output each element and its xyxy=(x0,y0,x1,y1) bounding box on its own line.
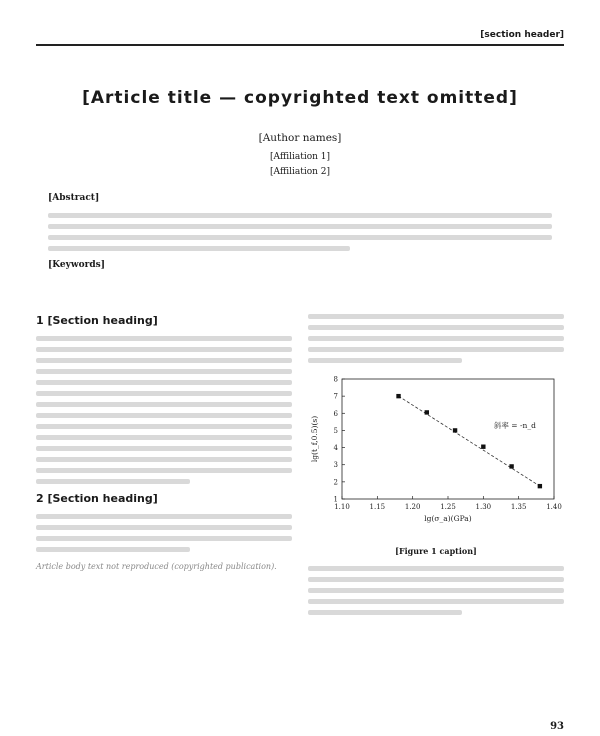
y-tick-label: 1 xyxy=(333,495,338,504)
x-tick-label: 1.30 xyxy=(475,503,492,511)
x-tick-label: 1.15 xyxy=(369,503,386,511)
y-axis-label: lg(t_f,0.5)(s) xyxy=(310,415,319,463)
y-tick-label: 4 xyxy=(333,444,338,453)
data-point xyxy=(425,410,429,414)
data-point xyxy=(396,394,400,398)
text-placeholder xyxy=(308,314,564,319)
text-placeholder xyxy=(308,358,462,363)
text-placeholder xyxy=(36,424,292,429)
x-tick-label: 1.40 xyxy=(546,503,562,511)
keywords-label: [Keywords] xyxy=(48,260,105,270)
text-placeholder xyxy=(308,588,564,593)
text-placeholder xyxy=(36,391,292,396)
text-placeholder xyxy=(36,547,190,552)
x-tick-label: 1.35 xyxy=(510,503,527,511)
text-placeholder xyxy=(308,336,564,341)
left-text-placeholder xyxy=(36,336,292,484)
y-tick-label: 5 xyxy=(333,426,338,435)
affiliation-1: [Affiliation 1] xyxy=(269,152,331,162)
section-tag: [section header] xyxy=(480,30,564,40)
text-placeholder xyxy=(36,479,190,484)
lifetime-stress-chart xyxy=(308,371,564,531)
running-header xyxy=(36,30,564,46)
x-tick-label: 1.20 xyxy=(404,503,421,511)
section-heading-1: 1 [Section heading] xyxy=(36,314,158,327)
y-tick-label: 3 xyxy=(333,461,338,470)
left-column xyxy=(36,308,292,716)
text-placeholder xyxy=(36,457,292,462)
section-heading-2: 2 [Section heading] xyxy=(36,492,158,505)
title-block xyxy=(36,88,564,180)
text-placeholder xyxy=(308,577,564,582)
text-placeholder xyxy=(36,536,292,541)
right-column xyxy=(308,308,564,716)
y-tick-label: 2 xyxy=(333,478,338,487)
plot-frame xyxy=(342,379,554,499)
text-placeholder xyxy=(308,347,564,352)
abstract-block xyxy=(48,190,552,274)
left-text-placeholder-2 xyxy=(36,514,292,552)
text-placeholder xyxy=(36,446,292,451)
text-placeholder xyxy=(36,413,292,418)
omission-note: Article body text not reproduced (copyrighted publication). xyxy=(36,562,277,571)
data-point xyxy=(509,464,513,468)
text-placeholder xyxy=(308,566,564,571)
x-tick-label: 1.10 xyxy=(334,503,350,511)
abstract-label: [Abstract] xyxy=(48,193,100,203)
text-placeholder xyxy=(36,468,292,473)
text-placeholder xyxy=(36,358,292,363)
data-point xyxy=(481,445,485,449)
x-tick-label: 1.25 xyxy=(440,503,456,511)
text-placeholder xyxy=(308,610,462,615)
author-line: [Author names] xyxy=(258,132,342,144)
text-placeholder xyxy=(36,435,292,440)
y-tick-label: 7 xyxy=(333,392,338,401)
text-placeholder xyxy=(48,224,552,229)
data-point xyxy=(453,428,457,432)
article-title: [Article title — copyrighted text omitted] xyxy=(82,88,518,108)
text-placeholder xyxy=(36,347,292,352)
page-number: 93 xyxy=(550,721,564,732)
text-placeholder xyxy=(308,599,564,604)
y-tick-label: 8 xyxy=(333,375,338,384)
affiliation-2: [Affiliation 2] xyxy=(269,167,331,177)
text-placeholder xyxy=(36,380,292,385)
text-placeholder xyxy=(36,402,292,407)
y-tick-label: 6 xyxy=(333,409,338,418)
figure-caption: [Figure 1 caption] xyxy=(395,546,477,556)
right-text-placeholder-bottom xyxy=(308,566,564,615)
body-columns xyxy=(36,308,564,716)
figure-1 xyxy=(308,371,564,560)
text-placeholder xyxy=(48,213,552,218)
text-placeholder xyxy=(48,235,552,240)
text-placeholder xyxy=(48,246,350,251)
right-text-placeholder-top xyxy=(308,314,564,363)
text-placeholder xyxy=(308,325,564,330)
data-point xyxy=(538,484,542,488)
text-placeholder xyxy=(36,336,292,341)
affiliations xyxy=(36,150,564,180)
text-placeholder xyxy=(36,525,292,530)
text-placeholder xyxy=(36,514,292,519)
fit-line xyxy=(399,396,540,486)
slope-annotation: 斜率 = -n_d xyxy=(493,420,536,430)
text-placeholder xyxy=(36,369,292,374)
x-axis-label: lg(σ_a)(GPa) xyxy=(424,514,472,523)
